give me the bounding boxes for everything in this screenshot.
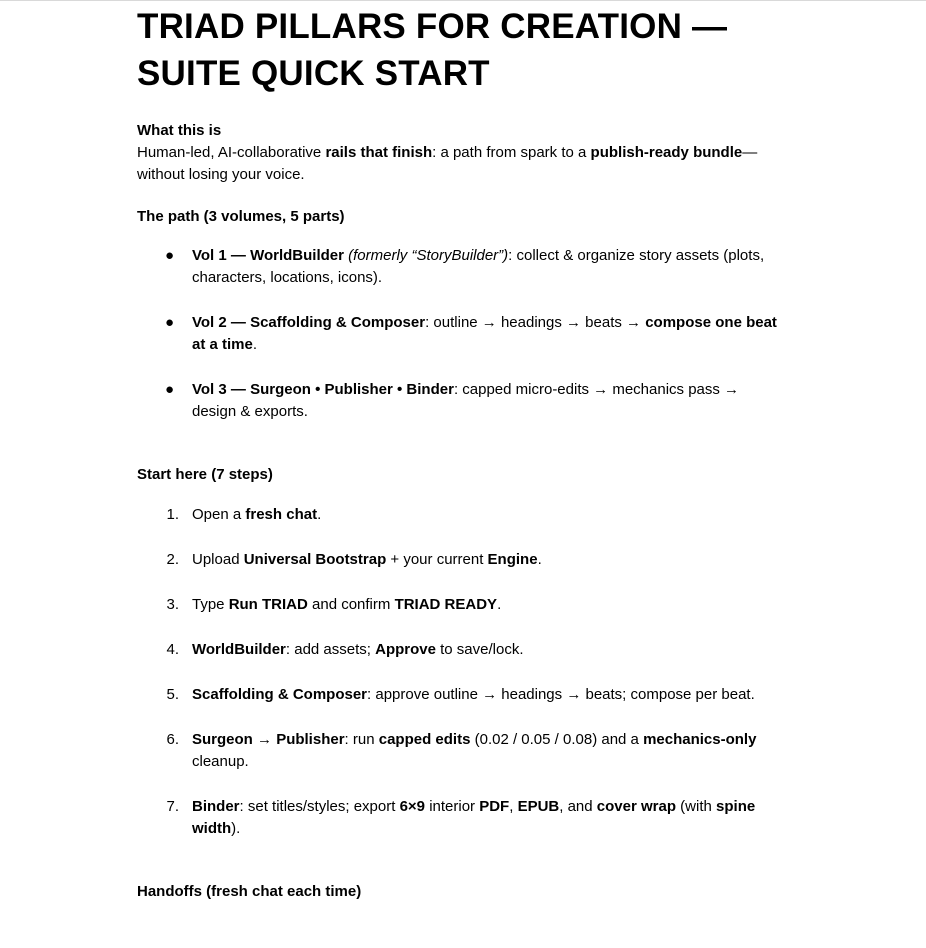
step-text xyxy=(192,641,524,658)
bold-text: Binder xyxy=(192,798,240,815)
text-run: , xyxy=(509,798,518,815)
bold-text: Vol 1 — WorldBuilder xyxy=(192,247,344,264)
volume-list xyxy=(137,245,787,423)
bold-text: Run TRIAD xyxy=(228,596,308,613)
bold-text: Publisher xyxy=(276,731,345,748)
step-number: 2. xyxy=(166,551,179,568)
bold-text: TRIAD READY xyxy=(394,596,498,613)
text-run: Human-led, AI-collaborative xyxy=(137,144,326,161)
bold-text: Surgeon xyxy=(192,731,253,748)
bullet-icon: ● xyxy=(165,247,175,264)
text-run: : collect & organize story assets (plots, characters, locations, icons). xyxy=(192,247,765,286)
text-run: (0.02 / 0.05 / 0.08) and a xyxy=(470,731,644,748)
step-number: 1. xyxy=(166,506,179,523)
bold-text: PDF xyxy=(479,798,510,815)
step-number: 4. xyxy=(166,641,179,658)
bold-text: Vol 2 — Scaffolding & Composer xyxy=(192,314,426,331)
bold-text: fresh chat xyxy=(245,506,318,523)
step-item xyxy=(137,796,787,840)
list-item-text xyxy=(192,381,739,420)
bold-text: Approve xyxy=(375,641,436,658)
text-run: . xyxy=(497,596,502,613)
step-number: 3. xyxy=(166,596,179,613)
step-text xyxy=(192,686,755,703)
step-item xyxy=(137,504,787,526)
bold-text: rails that finish xyxy=(325,144,433,161)
list-item-text xyxy=(192,247,764,286)
step-number: 5. xyxy=(166,686,179,703)
bold-text: Vol 3 — Surgeon • Publisher • Binder xyxy=(192,381,454,398)
bold-text: spine width xyxy=(192,798,756,837)
bold-text: Scaffolding & Composer xyxy=(192,686,368,703)
list-item xyxy=(137,312,787,356)
step-number: 7. xyxy=(166,798,179,815)
text-run: : capped micro-edits → mechanics pass → design & exports. xyxy=(192,381,740,420)
text-run: . xyxy=(537,551,542,568)
section-heading-what: What this is xyxy=(137,122,222,139)
step-text xyxy=(192,596,501,613)
list-item xyxy=(137,379,787,423)
document xyxy=(137,3,787,903)
text-run: : run xyxy=(344,731,379,748)
text-run: , and xyxy=(559,798,597,815)
text-run: : a path from spark to a xyxy=(432,144,591,161)
text-run: to save/lock. xyxy=(435,641,524,658)
bold-text: capped edits xyxy=(378,731,471,748)
text-run: : approve outline → headings → beats; compose per beat. xyxy=(367,686,755,703)
top-divider xyxy=(0,0,926,1)
bold-text: Universal Bootstrap xyxy=(243,551,387,568)
bold-text: Engine xyxy=(487,551,538,568)
list-item xyxy=(137,245,787,289)
text-run: : outline → headings → beats → xyxy=(425,314,646,331)
step-text xyxy=(192,551,542,568)
step-number: 6. xyxy=(166,731,179,748)
text-run: cleanup. xyxy=(192,753,249,770)
bold-text: publish-ready bundle xyxy=(590,144,743,161)
step-text xyxy=(192,731,756,770)
step-item xyxy=(137,594,787,616)
what-body xyxy=(137,142,787,186)
text-run: ). xyxy=(231,820,241,837)
bold-text: cover wrap xyxy=(596,798,676,815)
list-item-text xyxy=(192,314,777,353)
steps-list xyxy=(137,504,787,840)
section-heading-handoffs: Handoffs (fresh chat each time) xyxy=(137,883,362,900)
bullet-icon: ● xyxy=(165,314,175,331)
text-run: interior xyxy=(425,798,480,815)
text-run: Open a xyxy=(192,506,246,523)
bullet-icon: ● xyxy=(165,381,175,398)
text-run: Type xyxy=(192,596,229,613)
step-item xyxy=(137,639,787,661)
section-heading-start: Start here (7 steps) xyxy=(137,466,273,483)
text-run: : add assets; xyxy=(285,641,376,658)
section-heading-path: The path (3 volumes, 5 parts) xyxy=(137,208,345,225)
step-item xyxy=(137,684,787,706)
text-run: —without losing your voice. xyxy=(137,144,758,183)
bold-text: WorldBuilder xyxy=(192,641,286,658)
text-run: (with xyxy=(676,798,717,815)
bold-text: mechanics-only xyxy=(643,731,757,748)
step-text xyxy=(192,798,755,837)
step-text xyxy=(192,506,321,523)
text-run: + your current xyxy=(386,551,488,568)
text-run: → xyxy=(252,731,277,748)
text-run: . xyxy=(252,336,258,353)
text-run: . xyxy=(317,506,322,523)
bold-text: EPUB xyxy=(517,798,560,815)
text-run: : set titles/styles; export xyxy=(239,798,400,815)
text-run: and confirm xyxy=(307,596,395,613)
page-title: TRIAD PILLARS FOR CREATION — SUITE QUICK START xyxy=(137,7,728,93)
italic-text: (formerly “StoryBuilder”) xyxy=(348,247,509,264)
bold-text: 6×9 xyxy=(399,798,426,815)
bold-text: compose one beat at a time xyxy=(192,314,777,353)
step-item xyxy=(137,729,787,773)
step-item xyxy=(137,549,787,571)
text-run: Upload xyxy=(192,551,244,568)
